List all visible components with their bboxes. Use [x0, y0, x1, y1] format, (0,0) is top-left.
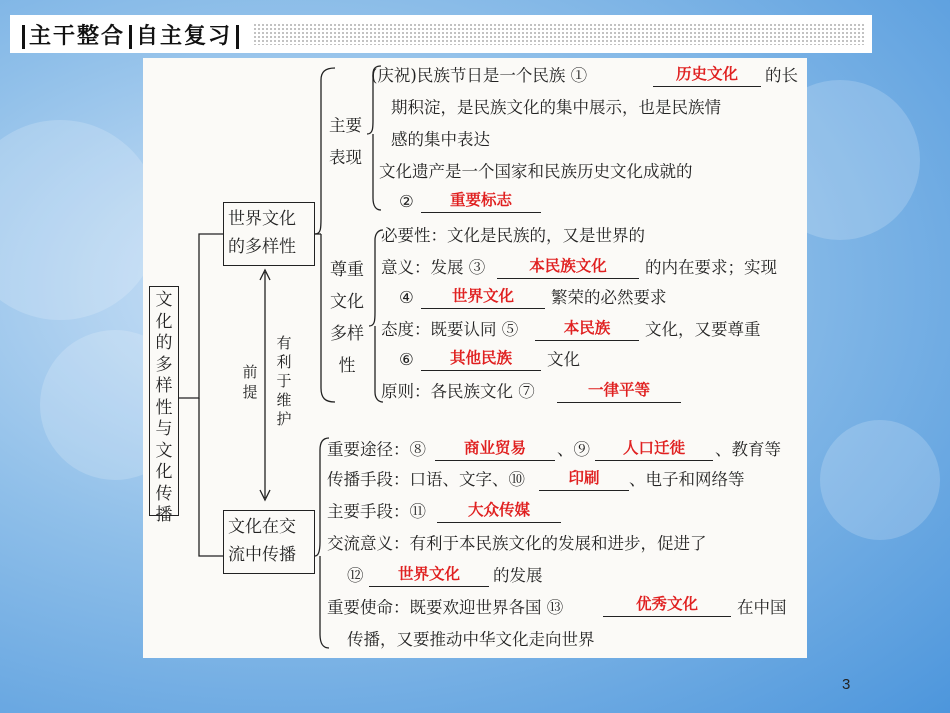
- text-line: 、教育等: [715, 440, 781, 459]
- section-main-representation: 表现: [329, 148, 362, 167]
- answer-blank-10: 印刷: [539, 468, 629, 491]
- text-line: ⑥: [399, 350, 414, 369]
- branch-label-line: 流中传播: [228, 545, 296, 565]
- text-line: 文化遗产是一个国家和民族历史文化成就的: [379, 162, 693, 181]
- text-line: 在中国: [737, 598, 787, 617]
- text-line: 、⑨: [557, 440, 590, 459]
- answer-blank-9: 人口迁徙: [595, 438, 713, 461]
- background-bokeh: [820, 420, 940, 540]
- text-line: 重要途径：⑧: [327, 440, 426, 459]
- answer-blank-5: 本民族: [535, 318, 639, 341]
- text-line: 的长: [765, 66, 798, 85]
- background-bokeh: [0, 120, 160, 320]
- branch-cultural-transmission: [223, 510, 315, 574]
- text-line: 态度：既要认同 ⑤: [381, 320, 519, 339]
- text-line: (庆祝)民族节日是一个民族 ①: [371, 66, 588, 85]
- answer-blank-2: 重要标志: [421, 190, 541, 213]
- text-line: ⑫: [347, 566, 364, 585]
- text-line: 传播，又要推动中华文化走向世界: [347, 630, 595, 649]
- answer-blank-12: 世界文化: [369, 564, 489, 587]
- answer-blank-6: 其他民族: [421, 348, 541, 371]
- text-line: 意义：发展 ③: [381, 258, 486, 277]
- answer-blank-1: 历史文化: [653, 64, 761, 87]
- text-line: 主要手段：⑪: [327, 502, 426, 521]
- text-line: 期积淀，是民族文化的集中展示，也是民族情: [391, 98, 721, 117]
- header-title-b: 自主复习: [136, 23, 233, 49]
- section-main-representation: 主要: [329, 116, 362, 135]
- root-node: [149, 286, 179, 525]
- branch-label-line: 文化在交: [228, 517, 296, 537]
- text-line: 、电子和网络等: [629, 470, 745, 489]
- branch-label-line: 世界文化: [228, 209, 296, 229]
- section-respect-diversity: 尊重文化多样性: [330, 260, 364, 376]
- text-line: 重要使命：既要欢迎世界各国 ⑬: [327, 598, 564, 617]
- header-divider: [236, 25, 239, 49]
- header-title-a: 主干整合: [29, 23, 126, 49]
- answer-blank-7: 一律平等: [557, 380, 681, 403]
- text-line: 传播手段：口语、文字、⑩: [327, 470, 525, 489]
- link-label-maintain: 有利于维护: [276, 334, 292, 428]
- header-divider: [22, 25, 25, 49]
- branch-cultural-diversity: [223, 202, 315, 266]
- text-line: ②: [399, 192, 414, 211]
- text-line: 原则：各民族文化 ⑦: [381, 382, 535, 401]
- answer-blank-4: 世界文化: [421, 286, 545, 309]
- answer-blank-8: 商业贸易: [435, 438, 555, 461]
- text-line: 文化，又要尊重: [645, 320, 761, 339]
- answer-blank-13: 优秀文化: [603, 594, 731, 617]
- text-line: 繁荣的必然要求: [551, 288, 667, 307]
- mindmap-panel: [143, 58, 807, 658]
- branch-label-line: 的多样性: [228, 237, 296, 257]
- answer-blank-11: 大众传媒: [437, 500, 561, 523]
- header-bar: [10, 15, 872, 53]
- text-line: 交流意义：有利于本民族文化的发展和进步，促进了: [327, 534, 707, 553]
- text-line: 的内在要求；实现: [645, 258, 777, 277]
- text-line: 文化: [547, 350, 580, 369]
- text-line: 感的集中表达: [391, 130, 490, 149]
- link-label-premise: 前提: [242, 363, 258, 401]
- text-line: 必要性：文化是民族的，又是世界的: [381, 226, 645, 245]
- answer-blank-3: 本民族文化: [497, 256, 639, 279]
- page-number: 3: [842, 676, 851, 693]
- text-line: ④: [399, 288, 414, 307]
- text-line: 的发展: [493, 566, 543, 585]
- header-dot-pattern: [253, 23, 866, 45]
- header-divider: [129, 25, 132, 49]
- header-title: [10, 19, 243, 50]
- root-label: 文化的多样性与文化传播: [155, 290, 173, 525]
